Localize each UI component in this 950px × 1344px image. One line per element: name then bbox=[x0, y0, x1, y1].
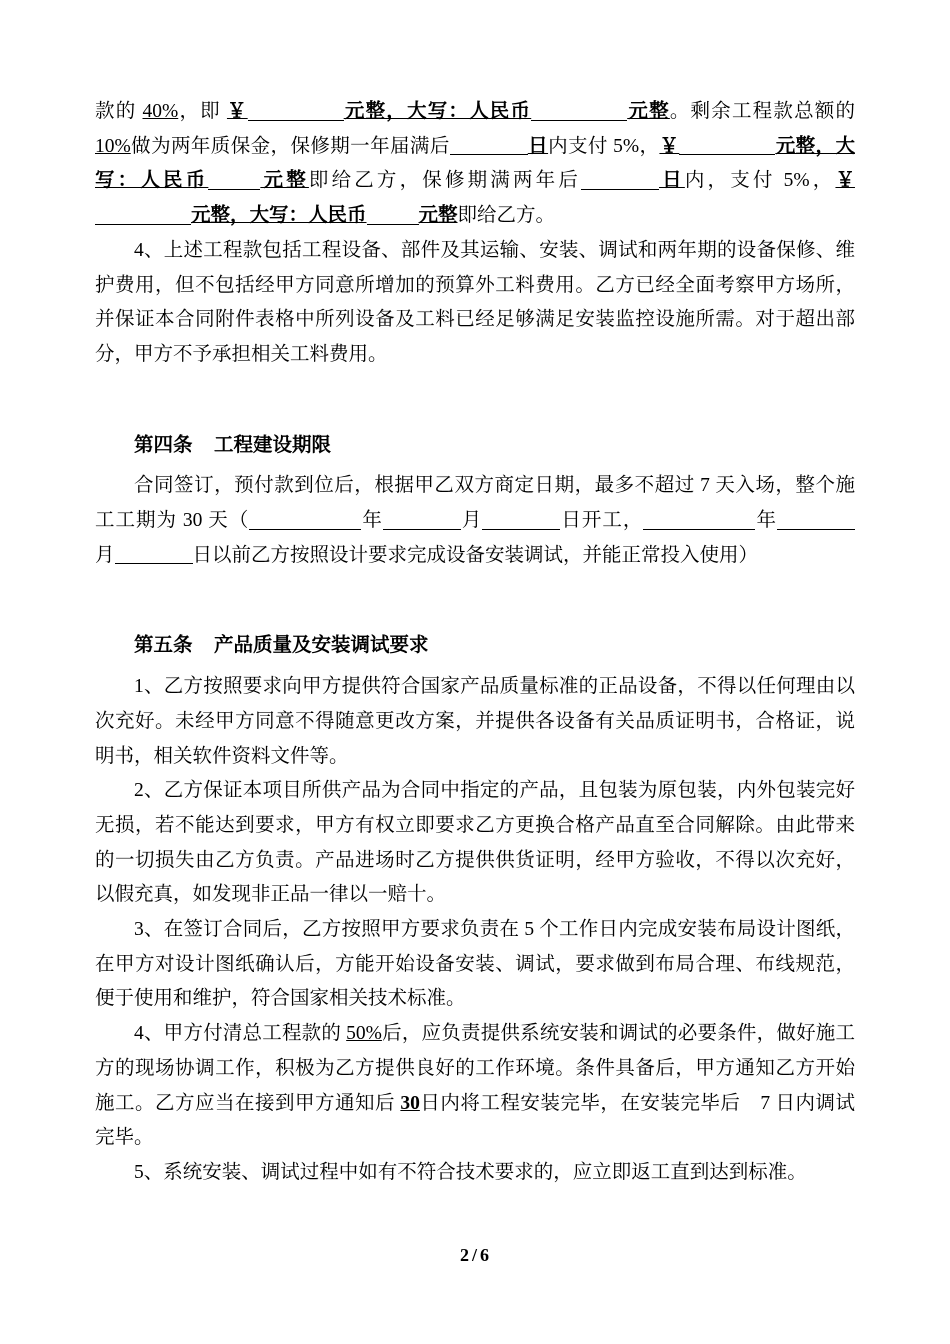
article-4-title: 工程建设期限 bbox=[213, 434, 331, 456]
text-segment: 日以前乙方按照设计要求完成设备安装调试，并能正常投入使用） bbox=[192, 544, 759, 566]
heading-article-4 bbox=[95, 429, 855, 464]
blank-days-2[interactable] bbox=[581, 168, 659, 189]
blank-amount-3[interactable] bbox=[95, 203, 191, 224]
blank-amount-1[interactable] bbox=[248, 99, 344, 120]
article-5-title: 产品质量及安装调试要求 bbox=[213, 635, 429, 657]
text-segment: 日 bbox=[527, 135, 549, 157]
yen-symbol: ￥ bbox=[659, 135, 680, 157]
paragraph-article-5-item-3: 3、在签订合同后，乙方按照甲方要求负责在 5 个工作日内完成安装布局设计图纸，在甲方对设计图纸确认后，方能开始设备安装、调试，要求做到布局合理、布线规范，便于使用和维护，符合国家相关技术标准。 bbox=[95, 919, 855, 1010]
text-segment: 款的 bbox=[95, 101, 143, 122]
percent-10: 10% bbox=[95, 135, 131, 157]
text-segment: 元整，大写：人民币 bbox=[95, 135, 855, 192]
text-segment: 合同签订，预付款到位后，根据甲乙双方商定日期，最多不超过 7 天入场，整个施工工期为 30 天（ bbox=[95, 475, 855, 532]
text-segment: 后，应负责提供系统安装和调试的必要条件，做好施工方的现场协调工作，积极为乙方提供良好的工作环境。条件具备后，甲方通知乙方开始施工。乙方应当在接到甲方通知后 bbox=[95, 1023, 855, 1114]
paragraph-payment-terms bbox=[95, 95, 855, 234]
blank-start-year[interactable] bbox=[249, 508, 361, 529]
paragraph-article-4-body bbox=[95, 469, 855, 573]
text-segment: 做为两年质保金，保修期一年届满后 bbox=[130, 135, 450, 157]
article-4-number: 第四条 bbox=[134, 434, 193, 456]
text-segment: 年 bbox=[361, 510, 383, 532]
text-segment: 4、甲方付清总工程款的 bbox=[134, 1023, 347, 1045]
text-segment: 元整，大写：人民币 bbox=[191, 205, 367, 227]
page-footer bbox=[0, 1245, 950, 1266]
text-segment: 日开工， bbox=[560, 510, 644, 532]
text-segment: 内支付 5%， bbox=[548, 135, 660, 157]
blank-amount-2[interactable] bbox=[679, 134, 775, 155]
blank-start-month[interactable] bbox=[383, 508, 461, 529]
blank-start-day[interactable] bbox=[482, 508, 560, 529]
page-number-total: 6 bbox=[480, 1245, 490, 1265]
blank-end-year[interactable] bbox=[643, 508, 755, 529]
text-segment: 内，支付 5%， bbox=[684, 170, 836, 192]
document-body bbox=[95, 95, 855, 1191]
yen-symbol: ￥ bbox=[226, 101, 248, 122]
days-30: 30 bbox=[400, 1092, 420, 1114]
blank-amount-words-3[interactable] bbox=[367, 203, 419, 224]
text-segment: 月 bbox=[460, 510, 483, 532]
blank-days-1[interactable] bbox=[450, 134, 528, 155]
page-number-separator: / bbox=[471, 1245, 478, 1265]
spacer bbox=[95, 573, 855, 599]
text-segment: 即给乙方，保修期满两年后 bbox=[308, 170, 581, 192]
text-segment: 日内将工程安装完毕，在安装完毕后 7 日内调试完毕。 bbox=[95, 1092, 855, 1149]
percent-50: 50% bbox=[346, 1023, 382, 1045]
paragraph-article-5-item-2: 2、乙方保证本项目所供产品为合同中指定的产品，且包装为原包装，内外包装完好无损，若不能达到要求，甲方有权立即要求乙方更换合格产品直至合同解除。由此带来的一切损失由乙方负责。产品进场时乙方提供供货证明，经甲方验收，不得以次充好，以假充真，如发现非正品一律以一赔十。 bbox=[95, 780, 855, 906]
article-5-number: 第五条 bbox=[134, 635, 193, 657]
text-segment: 即给乙方。 bbox=[457, 205, 556, 227]
text-segment: 元整 bbox=[418, 205, 458, 227]
paragraph-article-5-item-1: 1、乙方按照要求向甲方提供符合国家产品质量标准的正品设备，不得以任何理由以次充好。未经甲方同意不得随意更改方案，并提供各设备有关品质证明书，合格证，说明书，相关软件资料文件等。 bbox=[95, 676, 855, 767]
text-segment: 元整，大写：人民币 bbox=[343, 101, 532, 122]
percent-40: 40% bbox=[142, 101, 179, 122]
paragraph-article-5-item-5: 5、系统安装、调试过程中如有不符合技术要求的，应立即返工直到达到标准。 bbox=[134, 1161, 807, 1183]
page-number-current: 2 bbox=[459, 1245, 470, 1265]
blank-end-month[interactable] bbox=[777, 508, 855, 529]
yen-symbol: ￥ bbox=[835, 170, 855, 192]
spacer bbox=[95, 373, 855, 399]
heading-article-5 bbox=[95, 629, 855, 664]
blank-amount-words-1[interactable] bbox=[531, 99, 627, 120]
text-segment: 月 bbox=[95, 544, 115, 566]
text-segment: 元整 bbox=[627, 101, 670, 122]
text-segment: ，即 bbox=[178, 101, 227, 122]
blank-end-day[interactable] bbox=[115, 543, 193, 564]
paragraph-item-4-scope: 4、上述工程款包括工程设备、部件及其运输、安装、调试和两年期的设备保修、维护费用，但不包括经甲方同意所增加的预算外工料费用。乙方已经全面考察甲方场所，并保证本合同附件表格中所列设备及工料已经足够满足安装监控设施所需。对于超出部分，甲方不予承担相关工料费用。 bbox=[95, 239, 855, 365]
text-segment: 元整 bbox=[260, 170, 309, 192]
text-segment: 年 bbox=[755, 510, 777, 532]
text-segment: 日 bbox=[659, 170, 685, 192]
blank-amount-words-2[interactable] bbox=[208, 168, 260, 189]
paragraph-article-5-item-4 bbox=[95, 1017, 855, 1156]
text-segment: 。剩余工程款总额的 bbox=[669, 101, 855, 122]
